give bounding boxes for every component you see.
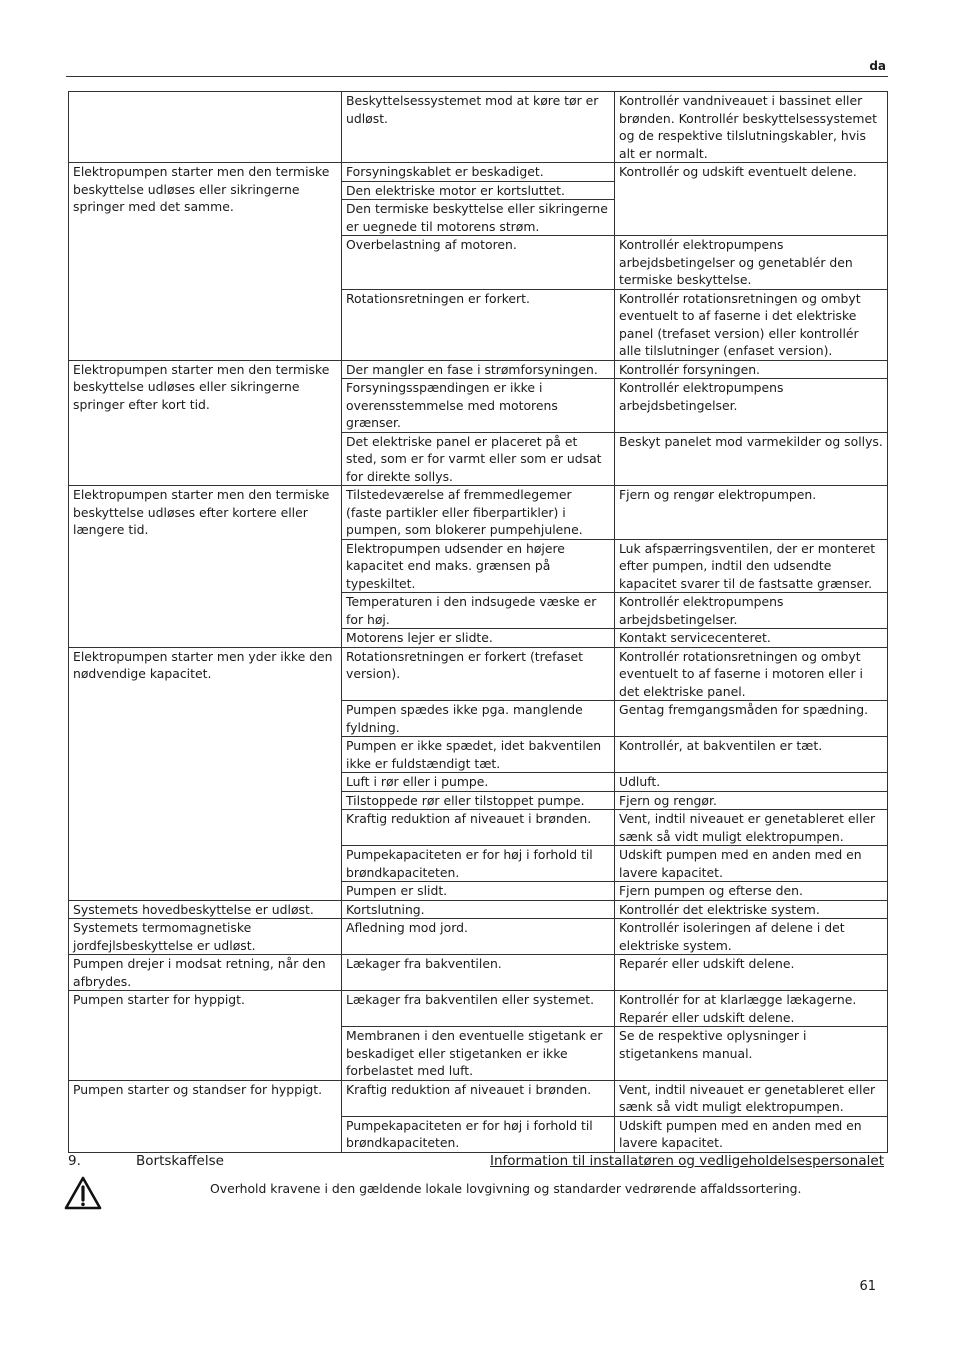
remedy-cell: Kontrollér og udskift eventuelt delene. xyxy=(615,163,888,236)
cause-cell: Membranen i den eventuelle stigetank er beskadiget eller stigetanken er ikke forbelastet med luft. xyxy=(342,1027,615,1081)
remedy-cell: Udskift pumpen med en anden med en lavere kapacitet. xyxy=(615,846,888,882)
remedy-cell: Kontrollér elektropumpens arbejdsbetingelser. xyxy=(615,379,888,433)
table-row xyxy=(69,647,888,701)
fault-cell: Elektropumpen starter men yder ikke den nødvendige kapacitet. xyxy=(69,647,342,900)
remedy-cell: Kontrollér vandniveauet i bassinet eller brønden. Kontrollér beskyttelsessystemet og de respektive tilslutningskabler, hvis alt er normalt. xyxy=(615,92,888,163)
header-rule xyxy=(66,76,888,77)
cause-cell: Lækager fra bakventilen. xyxy=(342,955,615,991)
warning-triangle-icon xyxy=(64,1176,102,1210)
remedy-cell: Vent, indtil niveauet er genetableret eller sænk så vidt muligt elektropumpen. xyxy=(615,810,888,846)
cause-cell: Pumpekapaciteten er for høj i forhold til brøndkapaciteten. xyxy=(342,1116,615,1152)
remedy-cell: Kontrollér rotationsretningen og ombyt eventuelt to af faserne i det elektriske panel (trefaset version) eller kontrollér alle tilslutninger (enfaset version). xyxy=(615,289,888,360)
cause-cell: Pumpekapaciteten er for høj i forhold til brøndkapaciteten. xyxy=(342,846,615,882)
table-row xyxy=(69,92,888,163)
table-row xyxy=(69,955,888,991)
remedy-cell: Fjern pumpen og efterse den. xyxy=(615,882,888,901)
cause-cell: Afledning mod jord. xyxy=(342,919,615,955)
cause-cell: Kortslutning. xyxy=(342,900,615,919)
table-row xyxy=(69,919,888,955)
cause-cell: Tilstedeværelse af fremmedlegemer (faste partikler eller fiberpartikler) i pumpen, som blokerer pumpehjulene. xyxy=(342,486,615,540)
cause-cell: Beskyttelsessystemet mod at køre tør er udløst. xyxy=(342,92,615,163)
cause-cell: Luft i rør eller i pumpe. xyxy=(342,773,615,792)
remedy-cell: Gentag fremgangsmåden for spædning. xyxy=(615,701,888,737)
remedy-cell: Kontrollér elektropumpens arbejdsbetingelser. xyxy=(615,593,888,629)
remedy-cell: Fjern og rengør elektropumpen. xyxy=(615,486,888,540)
cause-cell: Den elektriske motor er kortsluttet. xyxy=(342,181,615,200)
cause-cell: Motorens lejer er slidte. xyxy=(342,629,615,648)
cause-cell: Lækager fra bakventilen eller systemet. xyxy=(342,991,615,1027)
fault-cell xyxy=(69,92,342,163)
remedy-cell: Udskift pumpen med en anden med en lavere kapacitet. xyxy=(615,1116,888,1152)
fault-cell: Pumpen starter for hyppigt. xyxy=(69,991,342,1081)
cause-cell: Rotationsretningen er forkert (trefaset version). xyxy=(342,647,615,701)
fault-cell: Elektropumpen starter men den termiske beskyttelse udløses efter kortere eller længere tid. xyxy=(69,486,342,648)
language-code: da xyxy=(869,59,886,73)
cause-cell: Temperaturen i den indsugede væske er for høj. xyxy=(342,593,615,629)
cause-cell: Forsyningskablet er beskadiget. xyxy=(342,163,615,182)
remedy-cell: Kontrollér rotationsretningen og ombyt eventuelt to af faserne i motoren eller i det elektriske panel. xyxy=(615,647,888,701)
remedy-cell: Kontrollér det elektriske system. xyxy=(615,900,888,919)
cause-cell: Kraftig reduktion af niveauet i brønden. xyxy=(342,810,615,846)
table-row xyxy=(69,991,888,1027)
cause-cell: Pumpen spædes ikke pga. manglende fyldning. xyxy=(342,701,615,737)
remedy-cell: Kontrollér, at bakventilen er tæt. xyxy=(615,737,888,773)
fault-cell: Systemets hovedbeskyttelse er udløst. xyxy=(69,900,342,919)
fault-cell: Pumpen starter og standser for hyppigt. xyxy=(69,1080,342,1152)
remedy-cell: Luk afspærringsventilen, der er monteret efter pumpen, indtil den udsendte kapacitet svarer til de fastsatte grænser. xyxy=(615,539,888,593)
cause-cell: Den termiske beskyttelse eller sikringerne er uegnede til motorens strøm. xyxy=(342,200,615,236)
remedy-cell: Kontrollér forsyningen. xyxy=(615,360,888,379)
cause-cell: Pumpen er ikke spædet, idet bakventilen ikke er fuldstændigt tæt. xyxy=(342,737,615,773)
cause-cell: Der mangler en fase i strømforsyningen. xyxy=(342,360,615,379)
table-row xyxy=(69,360,888,379)
fault-cell: Elektropumpen starter men den termiske beskyttelse udløses eller sikringerne springer efter kort tid. xyxy=(69,360,342,486)
table-row xyxy=(69,163,888,182)
troubleshooting-table xyxy=(68,91,888,1153)
cause-cell: Pumpen er slidt. xyxy=(342,882,615,901)
page-number: 61 xyxy=(859,1279,876,1294)
remedy-cell: Se de respektive oplysninger i stigetankens manual. xyxy=(615,1027,888,1081)
section-title: Bortskaffelse xyxy=(136,1153,224,1169)
remedy-cell: Kontrollér for at klarlægge lækagerne. Reparér eller udskift delene. xyxy=(615,991,888,1027)
cause-cell: Overbelastning af motoren. xyxy=(342,236,615,290)
table-row xyxy=(69,900,888,919)
fault-cell: Pumpen drejer i modsat retning, når den afbrydes. xyxy=(69,955,342,991)
cause-cell: Det elektriske panel er placeret på et sted, som er for varmt eller som er udsat for direkte sollys. xyxy=(342,432,615,486)
cause-cell: Rotationsretningen er forkert. xyxy=(342,289,615,360)
cause-cell: Kraftig reduktion af niveauet i brønden. xyxy=(342,1080,615,1116)
disposal-instruction: Overhold kravene i den gældende lokale lovgivning og standarder vedrørende affaldssortering. xyxy=(210,1181,802,1196)
remedy-cell: Vent, indtil niveauet er genetableret eller sænk så vidt muligt elektropumpen. xyxy=(615,1080,888,1116)
section-audience: Information til installatøren og vedligeholdelsespersonalet xyxy=(490,1153,884,1169)
cause-cell: Forsyningsspændingen er ikke i overensstemmelse med motorens grænser. xyxy=(342,379,615,433)
remedy-cell: Beskyt panelet mod varmekilder og sollys. xyxy=(615,432,888,486)
remedy-cell: Kontrollér isoleringen af delene i det elektriske system. xyxy=(615,919,888,955)
cause-cell: Elektropumpen udsender en højere kapacitet end maks. grænsen på typeskiltet. xyxy=(342,539,615,593)
cause-cell: Tilstoppede rør eller tilstoppet pumpe. xyxy=(342,791,615,810)
remedy-cell: Reparér eller udskift delene. xyxy=(615,955,888,991)
remedy-cell: Udluft. xyxy=(615,773,888,792)
remedy-cell: Kontakt servicecenteret. xyxy=(615,629,888,648)
table-row xyxy=(69,1080,888,1116)
table-row xyxy=(69,486,888,540)
section-number: 9. xyxy=(68,1153,81,1169)
remedy-cell: Fjern og rengør. xyxy=(615,791,888,810)
remedy-cell: Kontrollér elektropumpens arbejdsbetingelser og genetablér den termiske beskyttelse. xyxy=(615,236,888,290)
fault-cell: Systemets termomagnetiske jordfejlsbeskyttelse er udløst. xyxy=(69,919,342,955)
fault-cell: Elektropumpen starter men den termiske beskyttelse udløses eller sikringerne springer med det samme. xyxy=(69,163,342,361)
